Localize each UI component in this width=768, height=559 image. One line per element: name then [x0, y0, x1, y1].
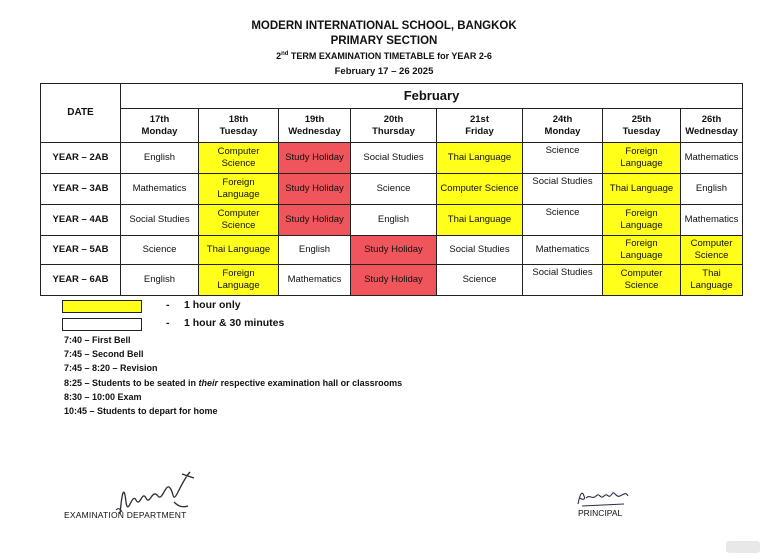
note-line: 7:40 – First Bell: [64, 335, 131, 345]
day-header: [351, 109, 437, 143]
day-date: 18th: [228, 113, 249, 125]
legend-dash: -: [166, 317, 170, 329]
subject-cell: English: [681, 174, 743, 205]
subject-cell: Computer Science: [437, 174, 523, 205]
day-header-row: [41, 109, 743, 143]
subject-cell: Mathematics: [523, 236, 603, 265]
day-date: 25th: [631, 113, 652, 125]
subject-cell: English: [121, 143, 199, 174]
date-header: DATE: [41, 84, 121, 143]
subject-cell: Foreign Language: [603, 143, 681, 174]
principal-label: PRINCIPAL: [578, 508, 623, 518]
table-row: [41, 236, 743, 265]
subject-cell: Science: [437, 265, 523, 296]
day-date: 19th: [304, 113, 325, 125]
timetable-body: [41, 143, 743, 296]
legend-swatch-yellow: [62, 300, 142, 313]
subject-cell: Social Studies: [351, 143, 437, 174]
year-label: YEAR – 4AB: [41, 205, 121, 236]
subject-cell: Thai Language: [437, 205, 523, 236]
year-label: YEAR – 3AB: [41, 174, 121, 205]
day-date: 24th: [552, 113, 573, 125]
legend-swatch-white: [62, 318, 142, 331]
title-prefix: 2: [276, 51, 282, 61]
day-weekday: Monday: [141, 125, 178, 137]
note-line: 10:45 – Students to depart for home: [64, 406, 218, 417]
exam-dept-label: EXAMINATION DEPARTMENT: [64, 510, 187, 520]
day-header: [523, 109, 603, 143]
title-rest: TERM EXAMINATION TIMETABLE for YEAR 2-6: [288, 51, 492, 61]
note-line: 7:45 – Second Bell: [64, 349, 144, 360]
day-header: [199, 109, 279, 143]
month-header: February: [121, 84, 743, 109]
subject-cell: Foreign Language: [199, 174, 279, 205]
schedule-notes: [64, 333, 402, 418]
page-corner-mark: [726, 541, 760, 553]
subject-cell: Thai Language: [681, 265, 743, 296]
timetable-table: [40, 83, 743, 296]
subject-cell: Thai Language: [437, 143, 523, 174]
legend-text: 1 hour & 30 minutes: [184, 317, 285, 329]
year-label: YEAR – 5AB: [41, 236, 121, 265]
subject-cell: Foreign Language: [199, 265, 279, 296]
section-name: PRIMARY SECTION: [330, 35, 438, 47]
subject-cell: Computer Science: [199, 205, 279, 236]
day-date: 21st: [469, 113, 489, 125]
subject-cell: Study Holiday: [279, 174, 351, 205]
subject-cell: Foreign Language: [603, 236, 681, 265]
table-row: [41, 265, 743, 296]
subject-cell: Computer Science: [681, 236, 743, 265]
day-header: [121, 109, 199, 143]
note-line: 8:30 – 10:00 Exam: [64, 391, 142, 402]
day-header: [279, 109, 351, 143]
subject-cell: Science: [523, 205, 603, 236]
subject-cell: Mathematics: [121, 174, 199, 205]
table-row: [41, 174, 743, 205]
timetable-title: [0, 51, 768, 61]
subject-cell: Foreign Language: [603, 205, 681, 236]
subject-cell: Study Holiday: [279, 205, 351, 236]
day-date: 17th: [149, 113, 170, 125]
subject-cell: Science: [523, 143, 603, 174]
note-line: 8:25 – Students to be seated in their respective examination hall or classrooms: [64, 377, 403, 388]
subject-cell: English: [279, 236, 351, 265]
subject-cell: Study Holiday: [351, 236, 437, 265]
day-date: 20th: [383, 113, 404, 125]
subject-cell: Mathematics: [681, 143, 743, 174]
day-header: [437, 109, 523, 143]
table-row: [41, 205, 743, 236]
year-label: YEAR – 6AB: [41, 265, 121, 296]
title-sup: nd: [281, 51, 289, 57]
subject-cell: Study Holiday: [279, 143, 351, 174]
subject-cell: Social Studies: [121, 205, 199, 236]
subject-cell: Social Studies: [523, 265, 603, 296]
day-weekday: Monday: [544, 125, 581, 137]
subject-cell: Study Holiday: [351, 265, 437, 296]
day-weekday: Friday: [465, 125, 494, 137]
day-weekday: Wednesday: [685, 125, 738, 137]
day-weekday: Wednesday: [288, 125, 341, 137]
day-header: [603, 109, 681, 143]
day-date: 26th: [701, 113, 722, 125]
subject-cell: Social Studies: [437, 236, 523, 265]
note-line: 7:45 – 8:20 – Revision: [64, 363, 158, 374]
subject-cell: Mathematics: [279, 265, 351, 296]
subject-cell: Mathematics: [681, 205, 743, 236]
subject-cell: Science: [121, 236, 199, 265]
day-header: [681, 109, 743, 143]
subject-cell: Science: [351, 174, 437, 205]
subject-cell: English: [351, 205, 437, 236]
legend-dash: -: [166, 299, 170, 311]
school-name: MODERN INTERNATIONAL SCHOOL, BANGKOK: [251, 20, 517, 32]
table-row: [41, 143, 743, 174]
subject-cell: Computer Science: [199, 143, 279, 174]
subject-cell: Thai Language: [199, 236, 279, 265]
year-label: YEAR – 2AB: [41, 143, 121, 174]
day-weekday: Thursday: [372, 125, 415, 137]
subject-cell: Computer Science: [603, 265, 681, 296]
day-weekday: Tuesday: [219, 125, 258, 137]
exam-dates: February 17 – 26 2025: [334, 66, 434, 77]
legend-text: 1 hour only: [184, 299, 241, 311]
principal-signature: [574, 484, 634, 508]
subject-cell: Social Studies: [523, 174, 603, 205]
day-weekday: Tuesday: [622, 125, 661, 137]
subject-cell: English: [121, 265, 199, 296]
subject-cell: Thai Language: [603, 174, 681, 205]
